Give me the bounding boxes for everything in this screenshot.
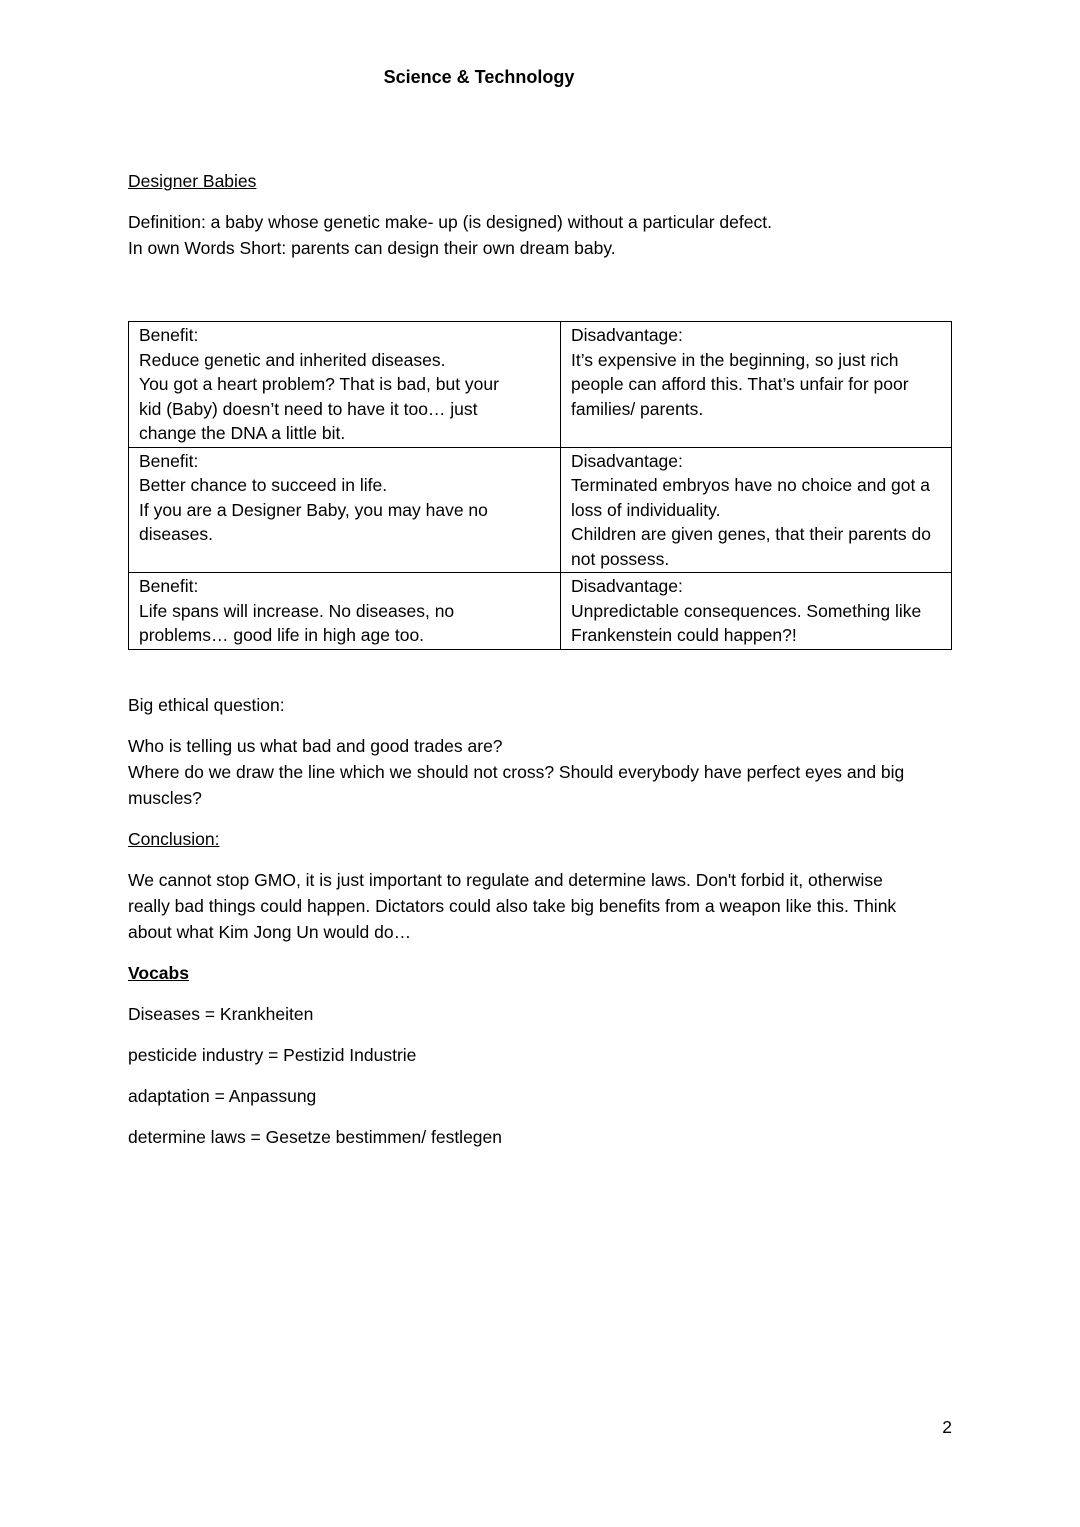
benefit-line: If you are a Designer Baby, you may have no xyxy=(139,499,488,520)
benefit-heading: Benefit: xyxy=(139,576,199,596)
disadvantage-cell xyxy=(561,322,952,448)
benefit-cell xyxy=(129,447,561,573)
table-row xyxy=(129,447,952,573)
vocab-item: pesticide industry = Pestizid Industrie xyxy=(128,1044,417,1065)
benefit-line: problems… good life in high age too. xyxy=(139,625,425,645)
benefit-line: Life spans will increase. No diseases, no xyxy=(139,600,455,621)
ethics-line: Who is telling us what bad and good trades are? xyxy=(128,735,503,756)
document-body xyxy=(128,168,952,1150)
conclusion-line: about what Kim Jong Un would do… xyxy=(128,921,412,942)
disadvantage-cell xyxy=(561,573,952,650)
benefits-disadvantages-table xyxy=(128,321,952,650)
disadvantage-line: loss of individuality. xyxy=(571,499,721,520)
disadvantage-cell xyxy=(561,447,952,573)
table-row xyxy=(129,322,952,448)
vocab-item: adaptation = Anpassung xyxy=(128,1085,317,1106)
vocab-item: determine laws = Gesetze bestimmen/ festlegen xyxy=(128,1126,503,1147)
disadvantage-heading: Disadvantage: xyxy=(571,325,683,345)
disadvantage-line: people can afford this. That’s unfair for poor xyxy=(571,374,909,394)
conclusion-title: Conclusion: xyxy=(128,828,220,849)
disadvantage-line: families/ parents. xyxy=(571,398,704,419)
ethics-line: Where do we draw the line which we should not cross? Should everybody have perfect eyes and big xyxy=(128,761,905,782)
conclusion-line: We cannot stop GMO, it is just important to regulate and determine laws. Don't forbid it, otherwise xyxy=(128,869,883,890)
disadvantage-heading: Disadvantage: xyxy=(571,576,683,596)
benefit-cell xyxy=(129,573,561,650)
disadvantage-line: not possess. xyxy=(571,548,670,569)
benefit-line: change the DNA a little bit. xyxy=(139,423,346,443)
definition-text: Definition: a baby whose genetic make- up (is designed) without a particular defect. xyxy=(128,212,772,232)
benefit-line: Reduce genetic and inherited diseases. xyxy=(139,349,446,370)
ethics-line: muscles? xyxy=(128,787,202,808)
disadvantage-line: It’s expensive in the beginning, so just rich xyxy=(571,349,899,370)
table-row xyxy=(129,573,952,650)
page-header-title: Science & Technology xyxy=(383,67,575,87)
benefit-line: kid (Baby) doesn’t need to have it too… just xyxy=(139,398,478,419)
benefit-heading: Benefit: xyxy=(139,450,199,471)
benefit-cell xyxy=(129,322,561,448)
section-title: Designer Babies xyxy=(128,171,257,191)
benefit-heading: Benefit: xyxy=(139,325,199,345)
conclusion-line: really bad things could happen. Dictators could also take big benefits from a weapon like this. Think xyxy=(128,895,897,916)
vocabs-title: Vocabs xyxy=(128,962,189,983)
own-words-text: In own Words Short: parents can design their own dream baby. xyxy=(128,238,616,258)
disadvantage-line: Terminated embryos have no choice and got a xyxy=(571,475,930,495)
disadvantage-heading: Disadvantage: xyxy=(571,450,683,471)
disadvantage-line: Frankenstein could happen?! xyxy=(571,625,797,645)
benefit-line: You got a heart problem? That is bad, but your xyxy=(139,374,499,394)
ethics-title: Big ethical question: xyxy=(128,694,285,715)
page-number: 2 xyxy=(942,1417,952,1437)
benefit-line: Better chance to succeed in life. xyxy=(139,475,388,495)
disadvantage-line: Children are given genes, that their parents do xyxy=(571,524,931,544)
disadvantage-line: Unpredictable consequences. Something like xyxy=(571,600,922,621)
benefit-line: diseases. xyxy=(139,524,213,544)
vocab-item: Diseases = Krankheiten xyxy=(128,1003,314,1024)
